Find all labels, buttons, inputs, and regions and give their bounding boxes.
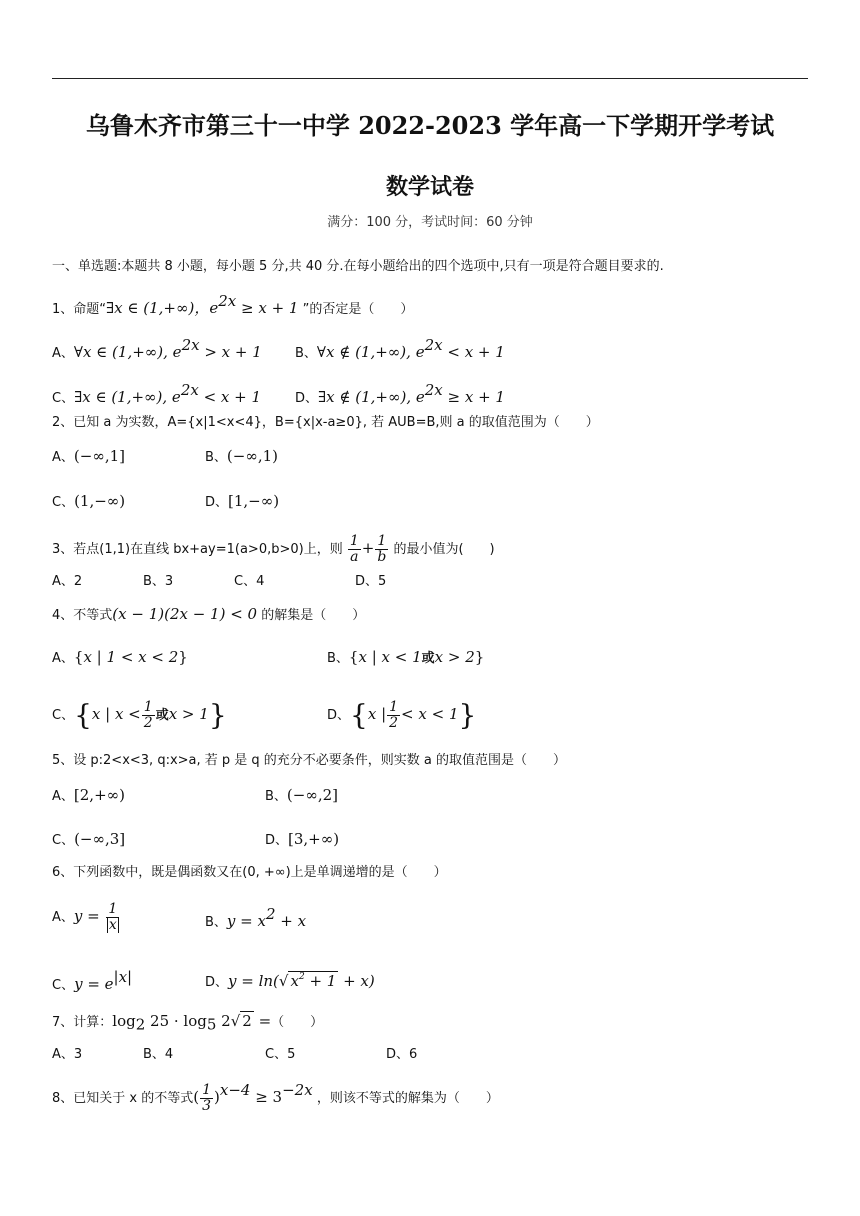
q2-option-a[interactable]: A、(−∞,1] — [52, 447, 125, 465]
q5-option-c[interactable]: C、(−∞,3] — [52, 830, 126, 848]
q7-option-c[interactable]: C、5 — [265, 1047, 296, 1062]
question-3: 3、若点(1,1)在直线 bx+ay=1(a>0,b>0)上，则 $\frac{1}{a}$ + $\frac{1}{b}$ 的最小值为( ) — [52, 533, 495, 565]
q6-option-b[interactable]: B、$y = x^2 + x$ — [205, 905, 307, 930]
q4-option-d[interactable]: D、{x | $\frac{1}{2}$ < x < 1} — [327, 698, 477, 732]
q1-option-b[interactable]: B、∀x ∉ (1,+∞), $e^{2x} < x + 1$ — [295, 336, 505, 361]
question-2: 2、已知 a 为实数，A={x|1<x<4}，B={x|x-a≥0}, 若 AUB=B,则 a 的取值范围为（ ） — [52, 415, 599, 430]
q6-option-d[interactable]: D、y = ln(√ $x^2 + 1 + x$) — [205, 972, 375, 990]
q5-option-d[interactable]: D、[3,+∞) — [265, 830, 340, 848]
q2-option-c[interactable]: C、(1,−∞) — [52, 492, 126, 510]
q3-option-c[interactable]: C、4 — [234, 574, 265, 589]
header-rule — [52, 78, 808, 79]
q6-option-c[interactable]: C、$y = e^{|x|}$ — [52, 968, 133, 993]
q1-option-c[interactable]: C、∃x ∈ (1,+∞), $e^{2x} < x + 1$ — [52, 381, 262, 406]
q3-option-a[interactable]: A、2 — [52, 574, 83, 589]
q7-option-a[interactable]: A、3 — [52, 1047, 83, 1062]
exam-meta: 满分：100 分，考试时间：60 分钟 — [327, 215, 533, 230]
q3-option-d[interactable]: D、5 — [355, 574, 387, 589]
q3-option-b[interactable]: B、3 — [143, 574, 174, 589]
q6-option-a[interactable]: A、y = $\frac{1}{x}$ — [52, 901, 118, 933]
q2-option-d[interactable]: D、[1,−∞) — [205, 492, 280, 510]
q7-option-d[interactable]: D、6 — [386, 1047, 418, 1062]
q1-option-a[interactable]: A、∀x ∈ (1,+∞), $e^{2x} > x + 1$ — [52, 336, 262, 361]
q5-option-b[interactable]: B、(−∞,2] — [265, 786, 339, 804]
document-subtitle: 数学试卷 — [385, 174, 474, 200]
fraction-1-over-b: $\frac{1}{b}$ — [377, 533, 387, 565]
q4-option-c[interactable]: C、{x | x < $\frac{1}{2}$ 或x > 1} — [52, 698, 227, 732]
question-8: 8、已知关于 x 的不等式( $\frac{1}{3}$ )$^{x-4} \ge 3^{-2x}$ ，则该不等式的解集为（ ） — [52, 1081, 499, 1114]
q7-option-b[interactable]: B、4 — [143, 1047, 174, 1062]
q4-option-a[interactable]: A、{x | 1 < x < 2} — [52, 648, 188, 666]
q4-option-b[interactable]: B、{x | x < 1或x > 2} — [327, 648, 485, 666]
q5-option-a[interactable]: A、[2,+∞) — [52, 786, 125, 804]
question-1: 1、命题“∃x ∈ (1,+∞)，$e^{2x} \ge x + 1$ ”的否定是（ ） — [52, 292, 414, 317]
fraction-1-over-a: $\frac{1}{a}$ — [349, 533, 359, 565]
document-title: 乌鲁木齐市第三十一中学 2022-2023 学年高一下学期开学考试 — [85, 111, 775, 140]
question-7: 7、计算：$\log_2 25 \cdot \log_5 2√$ 2 =（ ） — [52, 1012, 324, 1034]
section-heading: 一、单选题:本题共 8 小题，每小题 5 分,共 40 分.在每小题给出的四个选项中,只有一项是符合题目要求的. — [52, 259, 664, 274]
question-6: 6、下列函数中，既是偶函数又在(0, +∞)上是单调递增的是（ ） — [52, 865, 447, 880]
q1-option-d[interactable]: D、∃x ∉ (1,+∞), $e^{2x} \ge x + 1$ — [295, 381, 505, 406]
q2-option-b[interactable]: B、(−∞,1) — [205, 447, 279, 465]
question-5: 5、设 p:2<x<3, q:x>a, 若 p 是 q 的充分不必要条件，则实数 a 的取值范围是（ ） — [52, 753, 567, 768]
question-4: 4、不等式(x − 1)(2x − 1) < 0 的解集是（ ） — [52, 605, 366, 623]
